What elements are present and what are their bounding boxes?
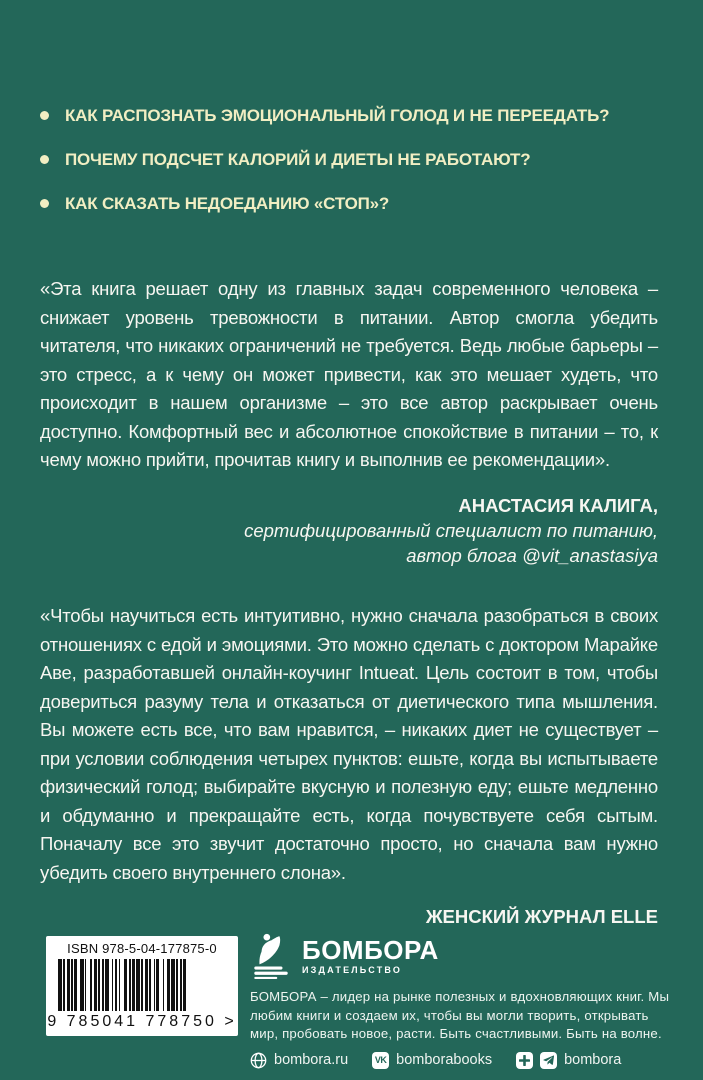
link-label: bombora.ru: [274, 1052, 349, 1068]
isbn-label: ISBN 978-5-04-177875-0: [67, 941, 217, 956]
bullet-text: ПОЧЕМУ ПОДСЧЕТ КАЛОРИЙ И ДИЕТЫ НЕ РАБОТАЮТ?: [65, 150, 531, 169]
link-website: [250, 1052, 348, 1069]
plus-icon: [516, 1052, 533, 1069]
publisher-links-row: [250, 1052, 670, 1069]
publisher-name: БОМБОРА: [302, 935, 439, 965]
barcode-digits: 9 785041 778750 >: [47, 1013, 237, 1030]
bullet-dot-icon: [40, 155, 49, 164]
reviewer-name: АНАСТАСИЯ КАЛИГА,: [458, 495, 658, 516]
publisher-logo-text: [302, 937, 439, 975]
publisher-column: [250, 933, 670, 1069]
review-2-source: ЖЕНСКИЙ ЖУРНАЛ ELLE: [425, 905, 658, 927]
link-label: bomborabooks: [396, 1052, 493, 1068]
publisher-description: БОМБОРА – лидер на рынке полезных и вдохновляющих книг. Мы любим книги и создаем их, чтобы вы могли творить, открывать мир, пробовать новое, расти. Быть счастливыми. Быть на волне.: [250, 989, 670, 1041]
bullet-item: [40, 150, 658, 169]
reviewer-blog: автор блога @vit_anastasiya: [406, 545, 658, 566]
review-quote-1: «Эта книга решает одну из главных задач современного человека – снижает уровень тревожности в питании. Автор смогла убедить читателя, что никаких ограничений не требуется. Ведь любые барьеры – это стресс, а к чему он может привести, как это мешает худеть, что происходит в нашем организме – это все автор раскрывает очень доступно. Комфортный вес и абсолютное спокойствие в питании – то, к чему можно прийти, прочитав книгу и выполнив ее рекомендации».: [40, 278, 658, 470]
bullet-dot-icon: [40, 111, 49, 120]
surfer-wave-logo-icon: [250, 933, 292, 979]
vk-icon: VK: [372, 1052, 389, 1069]
link-vk: [372, 1052, 492, 1069]
bullet-item: [40, 194, 658, 213]
bullet-item: [40, 106, 658, 125]
review-quote-2: «Чтобы научиться есть интуитивно, нужно сначала разобраться в своих отношениях с едой и эмоциями. Это можно сделать с доктором Марайке Аве, разработавшей онлайн-коучинг Intueat. Цель состоит в том, чтобы довериться разуму тела и отказаться от диетического типа мышления. Вы можете есть все, что вам нравится, – никаких диет не существует – при условии соблюдения четырех пунктов: ешьте, когда вы испытываете физический голод; выбирайте вкусную и полезную еду; ешьте медленно и обдуманно и прекращайте есть, когда почувствуете себя сытым. Поначалу все это звучит достаточно просто, но сначала вам нужно убедить своего внутреннего слона».: [40, 605, 658, 883]
publisher-footer: [0, 933, 703, 1080]
bullet-text: КАК РАСПОЗНАТЬ ЭМОЦИОНАЛЬНЫЙ ГОЛОД И НЕ ПЕРЕЕДАТЬ?: [65, 106, 610, 125]
reviewer-role: сертифицированный специалист по питанию,: [244, 520, 658, 541]
review-1-attribution: [40, 493, 658, 568]
headline-bullet-list: [40, 106, 658, 213]
telegram-icon: [540, 1052, 557, 1069]
link-label: bombora: [564, 1052, 622, 1068]
barcode-block: [46, 936, 238, 1036]
publisher-logo: [250, 933, 670, 979]
bullet-text: КАК СКАЗАТЬ НЕДОЕДАНИЮ «СТОП»?: [65, 194, 390, 213]
globe-icon: [250, 1052, 267, 1069]
bullet-dot-icon: [40, 199, 49, 208]
publisher-tagline: ИЗДАТЕЛЬСТВО: [302, 965, 403, 975]
link-social: [516, 1052, 621, 1069]
barcode-icon: [58, 959, 226, 1011]
